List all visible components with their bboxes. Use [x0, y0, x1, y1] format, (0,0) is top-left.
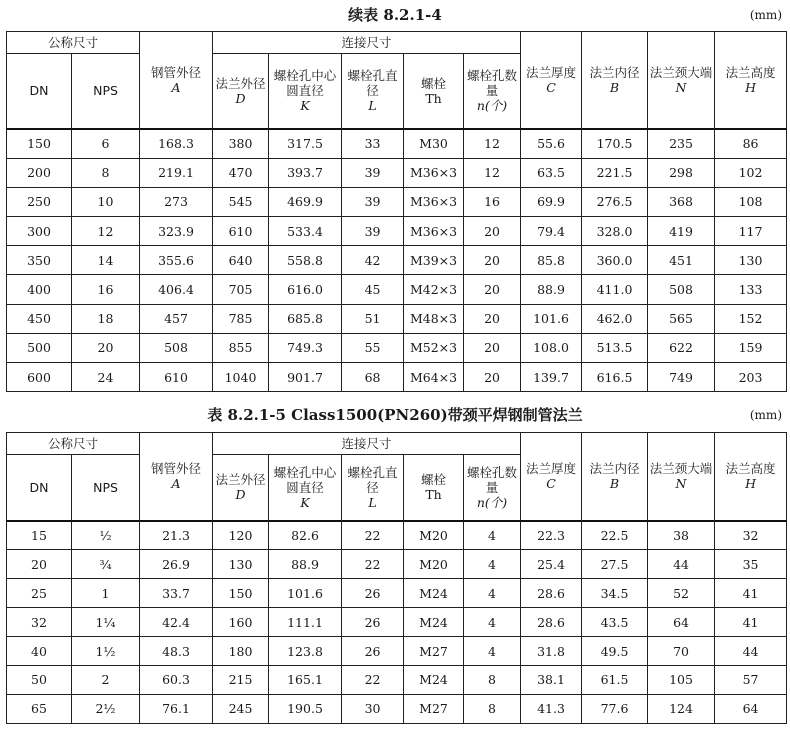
table2-unit: (mm)	[749, 408, 782, 422]
table-cell: 419	[648, 217, 715, 246]
table-cell: 180	[213, 637, 269, 666]
header-bolt-hole-count: 螺栓孔数量 n(个)	[464, 54, 521, 129]
header-pipe-od: 钢管外径 A	[140, 32, 213, 129]
header-flange-od: 法兰外径 D	[213, 455, 269, 521]
table-cell: 20	[464, 246, 521, 275]
header-nominal-size: 公称尺寸	[7, 433, 140, 455]
table-cell: M42×3	[404, 275, 464, 304]
table-row	[7, 521, 787, 550]
table-cell: 12	[72, 217, 140, 246]
table-cell: 705	[213, 275, 269, 304]
table-cell: 20	[464, 363, 521, 392]
header-bolt: 螺栓 Th	[404, 54, 464, 129]
table-cell: 1¼	[72, 608, 140, 637]
table-cell: 79.4	[521, 217, 582, 246]
table-cell: 462.0	[582, 304, 648, 333]
table-cell: 50	[7, 665, 72, 694]
table-row	[7, 129, 787, 159]
table-cell: 57	[715, 665, 787, 694]
table-cell: 159	[715, 333, 787, 362]
table-cell: 64	[715, 694, 787, 723]
table2-caption	[0, 404, 790, 426]
table-cell: 1	[72, 579, 140, 608]
header-bolt-circle: 螺栓孔中心圆直径 K	[269, 54, 342, 129]
header-bolt-hole-dia: 螺栓孔直径 L	[342, 455, 404, 521]
table-cell: M30	[404, 129, 464, 159]
table-cell: 105	[648, 665, 715, 694]
table-cell: 20	[72, 333, 140, 362]
table-cell: 22	[342, 521, 404, 550]
header-height: 法兰高度 H	[715, 433, 787, 521]
table-cell: 20	[464, 275, 521, 304]
table-cell: 69.9	[521, 187, 582, 216]
table-cell: 44	[648, 550, 715, 579]
table-cell: 20	[464, 333, 521, 362]
table-cell: 393.7	[269, 158, 342, 187]
table-cell: 10	[72, 187, 140, 216]
table-cell: 152	[715, 304, 787, 333]
header-dn: DN	[7, 54, 72, 129]
table-cell: M52×3	[404, 333, 464, 362]
table-cell: 108	[715, 187, 787, 216]
table-row	[7, 637, 787, 666]
table-cell: 64	[648, 608, 715, 637]
table-cell: 545	[213, 187, 269, 216]
table-cell: 41	[715, 579, 787, 608]
table-cell: 22.3	[521, 521, 582, 550]
table-cell: 219.1	[140, 158, 213, 187]
table-cell: 18	[72, 304, 140, 333]
table-cell: 4	[464, 521, 521, 550]
table-cell: 749.3	[269, 333, 342, 362]
table-cell: 610	[140, 363, 213, 392]
table-cell: 55.6	[521, 129, 582, 159]
table-cell: 39	[342, 217, 404, 246]
table-cell: 31.8	[521, 637, 582, 666]
table-cell: 30	[342, 694, 404, 723]
header-nps: NPS	[72, 54, 140, 129]
table-cell: 165.1	[269, 665, 342, 694]
table-cell: 130	[715, 246, 787, 275]
table-cell: 60.3	[140, 665, 213, 694]
table-cell: 15	[7, 521, 72, 550]
table-cell: 12	[464, 158, 521, 187]
header-neck: 法兰颈大端 N	[648, 433, 715, 521]
header-inner-dia: 法兰内径 B	[582, 433, 648, 521]
table-cell: 200	[7, 158, 72, 187]
table-cell: 901.7	[269, 363, 342, 392]
table-cell: 25.4	[521, 550, 582, 579]
table-row	[7, 608, 787, 637]
table-cell: 86	[715, 129, 787, 159]
table-cell: 508	[648, 275, 715, 304]
table-cell: 6	[72, 129, 140, 159]
table-cell: 855	[213, 333, 269, 362]
table-cell: 35	[715, 550, 787, 579]
table-cell: 26	[342, 637, 404, 666]
table-cell: ¾	[72, 550, 140, 579]
table-cell: 49.5	[582, 637, 648, 666]
table-row	[7, 217, 787, 246]
table-cell: 33	[342, 129, 404, 159]
table-row	[7, 333, 787, 362]
table-cell: 273	[140, 187, 213, 216]
table-cell: 26	[342, 579, 404, 608]
table-cell: 28.6	[521, 608, 582, 637]
table-cell: 513.5	[582, 333, 648, 362]
table-cell: 451	[648, 246, 715, 275]
table-cell: 111.1	[269, 608, 342, 637]
table-cell: 508	[140, 333, 213, 362]
table-cell: M27	[404, 637, 464, 666]
table-row	[7, 550, 787, 579]
table-cell: 8	[464, 665, 521, 694]
header-bolt-circle: 螺栓孔中心圆直径 K	[269, 455, 342, 521]
table-cell: 21.3	[140, 521, 213, 550]
table-cell: 130	[213, 550, 269, 579]
table2-header	[7, 433, 787, 521]
table2-title: 表 8.2.1-5 Class1500(PN260)带颈平焊钢制管法兰	[207, 406, 583, 424]
table-cell: 25	[7, 579, 72, 608]
table-cell: 317.5	[269, 129, 342, 159]
header-flange-od: 法兰外径 D	[213, 54, 269, 129]
table-cell: 400	[7, 275, 72, 304]
table-cell: 565	[648, 304, 715, 333]
table-cell: 360.0	[582, 246, 648, 275]
table-cell: 20	[7, 550, 72, 579]
table-cell: 85.8	[521, 246, 582, 275]
header-nps: NPS	[72, 455, 140, 521]
table-cell: 4	[464, 550, 521, 579]
table1-title: 续表 8.2.1-4	[348, 6, 442, 24]
header-pipe-od: 钢管外径 A	[140, 433, 213, 521]
table-cell: 616.5	[582, 363, 648, 392]
table-cell: 52	[648, 579, 715, 608]
table-cell: 22	[342, 665, 404, 694]
table-cell: M20	[404, 550, 464, 579]
table-cell: 48.3	[140, 637, 213, 666]
table-cell: 32	[7, 608, 72, 637]
table-cell: 76.1	[140, 694, 213, 723]
table-cell: M48×3	[404, 304, 464, 333]
table-cell: 41.3	[521, 694, 582, 723]
table-cell: 38.1	[521, 665, 582, 694]
table-cell: 102	[715, 158, 787, 187]
table-row	[7, 665, 787, 694]
table1-header	[7, 32, 787, 129]
table-cell: 32	[715, 521, 787, 550]
table-cell: 101.6	[521, 304, 582, 333]
table-cell: 44	[715, 637, 787, 666]
table-cell: 276.5	[582, 187, 648, 216]
table-cell: M24	[404, 608, 464, 637]
table-cell: 63.5	[521, 158, 582, 187]
table-cell: 65	[7, 694, 72, 723]
table-cell: M36×3	[404, 217, 464, 246]
table-cell: 117	[715, 217, 787, 246]
table-cell: 120	[213, 521, 269, 550]
table-cell: 300	[7, 217, 72, 246]
table-cell: 203	[715, 363, 787, 392]
table-cell: 2½	[72, 694, 140, 723]
table-cell: 38	[648, 521, 715, 550]
header-thickness: 法兰厚度 C	[521, 32, 582, 129]
table-cell: 40	[7, 637, 72, 666]
table1-body	[7, 129, 787, 392]
table-cell: M39×3	[404, 246, 464, 275]
table-cell: 133	[715, 275, 787, 304]
table-cell: 39	[342, 158, 404, 187]
table-cell: 88.9	[269, 550, 342, 579]
table-cell: 123.8	[269, 637, 342, 666]
table-cell: 1½	[72, 637, 140, 666]
table-cell: 20	[464, 217, 521, 246]
table-cell: 42.4	[140, 608, 213, 637]
table-cell: 4	[464, 637, 521, 666]
table-cell: 20	[464, 304, 521, 333]
table-cell: 160	[213, 608, 269, 637]
table-cell: 610	[213, 217, 269, 246]
table-cell: ½	[72, 521, 140, 550]
table-cell: 622	[648, 333, 715, 362]
table-cell: 150	[7, 129, 72, 159]
table-cell: 24	[72, 363, 140, 392]
table-cell: 298	[648, 158, 715, 187]
table-cell: 27.5	[582, 550, 648, 579]
table-cell: 4	[464, 608, 521, 637]
table-cell: 42	[342, 246, 404, 275]
table-cell: 34.5	[582, 579, 648, 608]
table-cell: 43.5	[582, 608, 648, 637]
table-cell: 533.4	[269, 217, 342, 246]
header-inner-dia: 法兰内径 B	[582, 32, 648, 129]
table-cell: 16	[72, 275, 140, 304]
table-row	[7, 187, 787, 216]
table-cell: 39	[342, 187, 404, 216]
table-cell: 8	[464, 694, 521, 723]
table-cell: 26	[342, 608, 404, 637]
table-cell: M36×3	[404, 158, 464, 187]
table-row	[7, 694, 787, 723]
table-cell: M64×3	[404, 363, 464, 392]
table-cell: 221.5	[582, 158, 648, 187]
header-neck: 法兰颈大端 N	[648, 32, 715, 129]
table-cell: 457	[140, 304, 213, 333]
table-cell: M36×3	[404, 187, 464, 216]
table-cell: 22	[342, 550, 404, 579]
table-cell: 616.0	[269, 275, 342, 304]
table-cell: 33.7	[140, 579, 213, 608]
table-cell: 8	[72, 158, 140, 187]
table-cell: 139.7	[521, 363, 582, 392]
table-cell: 350	[7, 246, 72, 275]
table-cell: 4	[464, 579, 521, 608]
table-cell: 68	[342, 363, 404, 392]
table-cell: 26.9	[140, 550, 213, 579]
header-bolt-hole-dia: 螺栓孔直径 L	[342, 54, 404, 129]
table-cell: 22.5	[582, 521, 648, 550]
table1-caption	[0, 4, 790, 26]
table-cell: 785	[213, 304, 269, 333]
table-cell: 323.9	[140, 217, 213, 246]
table1-unit: (mm)	[749, 8, 782, 22]
table-cell: 16	[464, 187, 521, 216]
table-cell: 411.0	[582, 275, 648, 304]
table-cell: 600	[7, 363, 72, 392]
table-cell: 55	[342, 333, 404, 362]
table-cell: 749	[648, 363, 715, 392]
table-cell: 88.9	[521, 275, 582, 304]
flange-table-continued	[6, 31, 787, 392]
table-cell: 235	[648, 129, 715, 159]
table-cell: 45	[342, 275, 404, 304]
table-cell: 328.0	[582, 217, 648, 246]
table-cell: 470	[213, 158, 269, 187]
table-cell: 250	[7, 187, 72, 216]
table-cell: 500	[7, 333, 72, 362]
table-cell: 558.8	[269, 246, 342, 275]
table-cell: 368	[648, 187, 715, 216]
table-row	[7, 363, 787, 392]
header-nominal-size: 公称尺寸	[7, 32, 140, 54]
table-cell: 685.8	[269, 304, 342, 333]
table-cell: 28.6	[521, 579, 582, 608]
header-height: 法兰高度 H	[715, 32, 787, 129]
table-cell: 12	[464, 129, 521, 159]
table-cell: 469.9	[269, 187, 342, 216]
header-thickness: 法兰厚度 C	[521, 433, 582, 521]
table-cell: 168.3	[140, 129, 213, 159]
table-cell: M24	[404, 665, 464, 694]
table-cell: 101.6	[269, 579, 342, 608]
table-cell: 170.5	[582, 129, 648, 159]
table-cell: 14	[72, 246, 140, 275]
table-cell: 245	[213, 694, 269, 723]
flange-table-class1500	[6, 432, 787, 724]
table-cell: M24	[404, 579, 464, 608]
table-cell: 190.5	[269, 694, 342, 723]
table-cell: 41	[715, 608, 787, 637]
table2-body	[7, 521, 787, 724]
table-cell: 1040	[213, 363, 269, 392]
table-cell: 108.0	[521, 333, 582, 362]
table-row	[7, 275, 787, 304]
table-row	[7, 579, 787, 608]
table-cell: M27	[404, 694, 464, 723]
table-cell: M20	[404, 521, 464, 550]
table-row	[7, 246, 787, 275]
header-connection: 连接尺寸	[213, 32, 521, 54]
table-cell: 70	[648, 637, 715, 666]
header-bolt: 螺栓 Th	[404, 455, 464, 521]
table-cell: 77.6	[582, 694, 648, 723]
table-row	[7, 304, 787, 333]
table-cell: 2	[72, 665, 140, 694]
table-cell: 355.6	[140, 246, 213, 275]
table-cell: 150	[213, 579, 269, 608]
header-bolt-hole-count: 螺栓孔数量 n(个)	[464, 455, 521, 521]
table-cell: 51	[342, 304, 404, 333]
table-cell: 124	[648, 694, 715, 723]
table-cell: 450	[7, 304, 72, 333]
table-cell: 61.5	[582, 665, 648, 694]
table-cell: 640	[213, 246, 269, 275]
header-dn: DN	[7, 455, 72, 521]
header-connection: 连接尺寸	[213, 433, 521, 455]
table-row	[7, 158, 787, 187]
table-cell: 406.4	[140, 275, 213, 304]
table-cell: 215	[213, 665, 269, 694]
table-cell: 82.6	[269, 521, 342, 550]
table-cell: 380	[213, 129, 269, 159]
